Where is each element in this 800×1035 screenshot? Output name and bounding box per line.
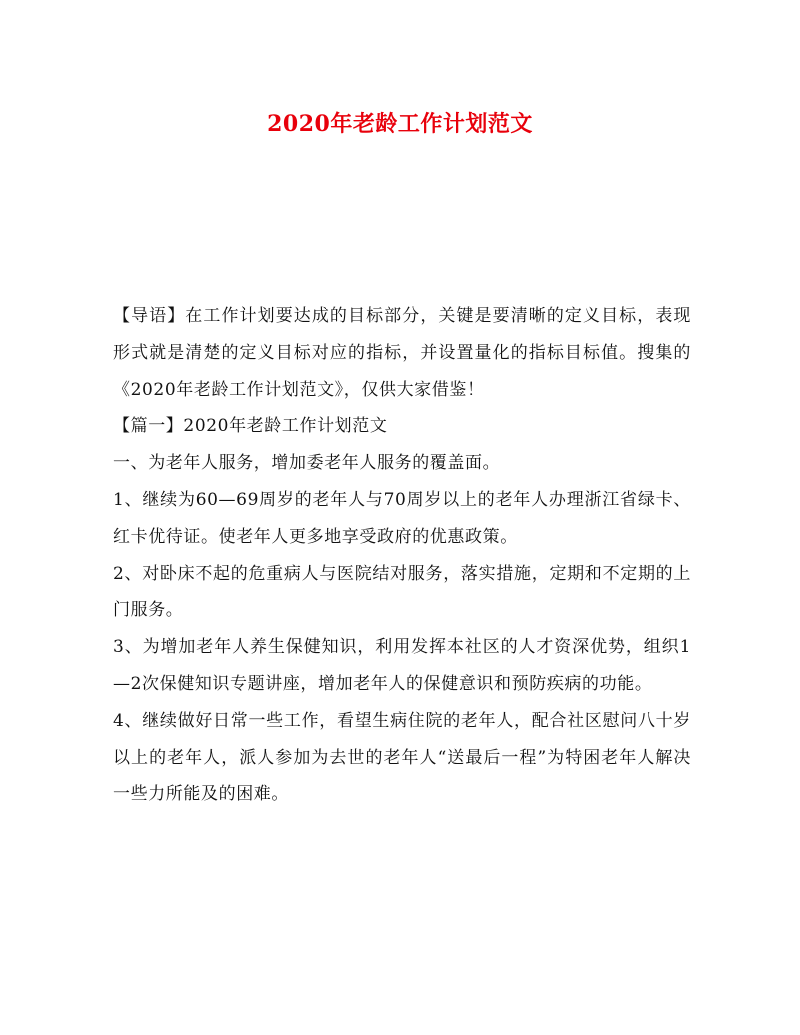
section-heading: 【篇一】2020年老龄工作计划范文 <box>113 416 388 437</box>
list-item-4: 4、继续做好日常一些工作，看望生病住院的老年人，配合社区慰问八十岁以上的老年人，派人参加为去世的老年人“送最后一程”为特困老年人解决一些力所能及的困难。 <box>113 710 691 805</box>
list-item-1: 1、继续为60—69周岁的老年人与70周岁以上的老年人办理浙江省绿卡、红卡优待证。使老年人更多地享受政府的优惠政策。 <box>113 489 691 547</box>
intro-paragraph: 【导语】在工作计划要达成的目标部分，关键是要清晰的定义目标，表现形式就是清楚的定义目标对应的指标，并设置量化的指标目标值。搜集的《2020年老龄工作计划范文》，仅供大家借鉴！ <box>113 306 691 400</box>
list-item-2: 2、对卧床不起的危重病人与医院结对服务，落实措施，定期和不定期的上门服务。 <box>113 563 691 621</box>
document-body <box>113 298 691 813</box>
item-heading: 一、为老年人服务，增加委老年人服务的覆盖面。 <box>113 453 501 474</box>
document-title: 2020年老龄工作计划范文 <box>267 111 533 137</box>
list-item-3: 3、为增加老年人养生保健知识，利用发挥本社区的人才资深优势，组织1—2次保健知识专题讲座，增加老年人的保健意识和预防疾病的功能。 <box>113 637 691 694</box>
